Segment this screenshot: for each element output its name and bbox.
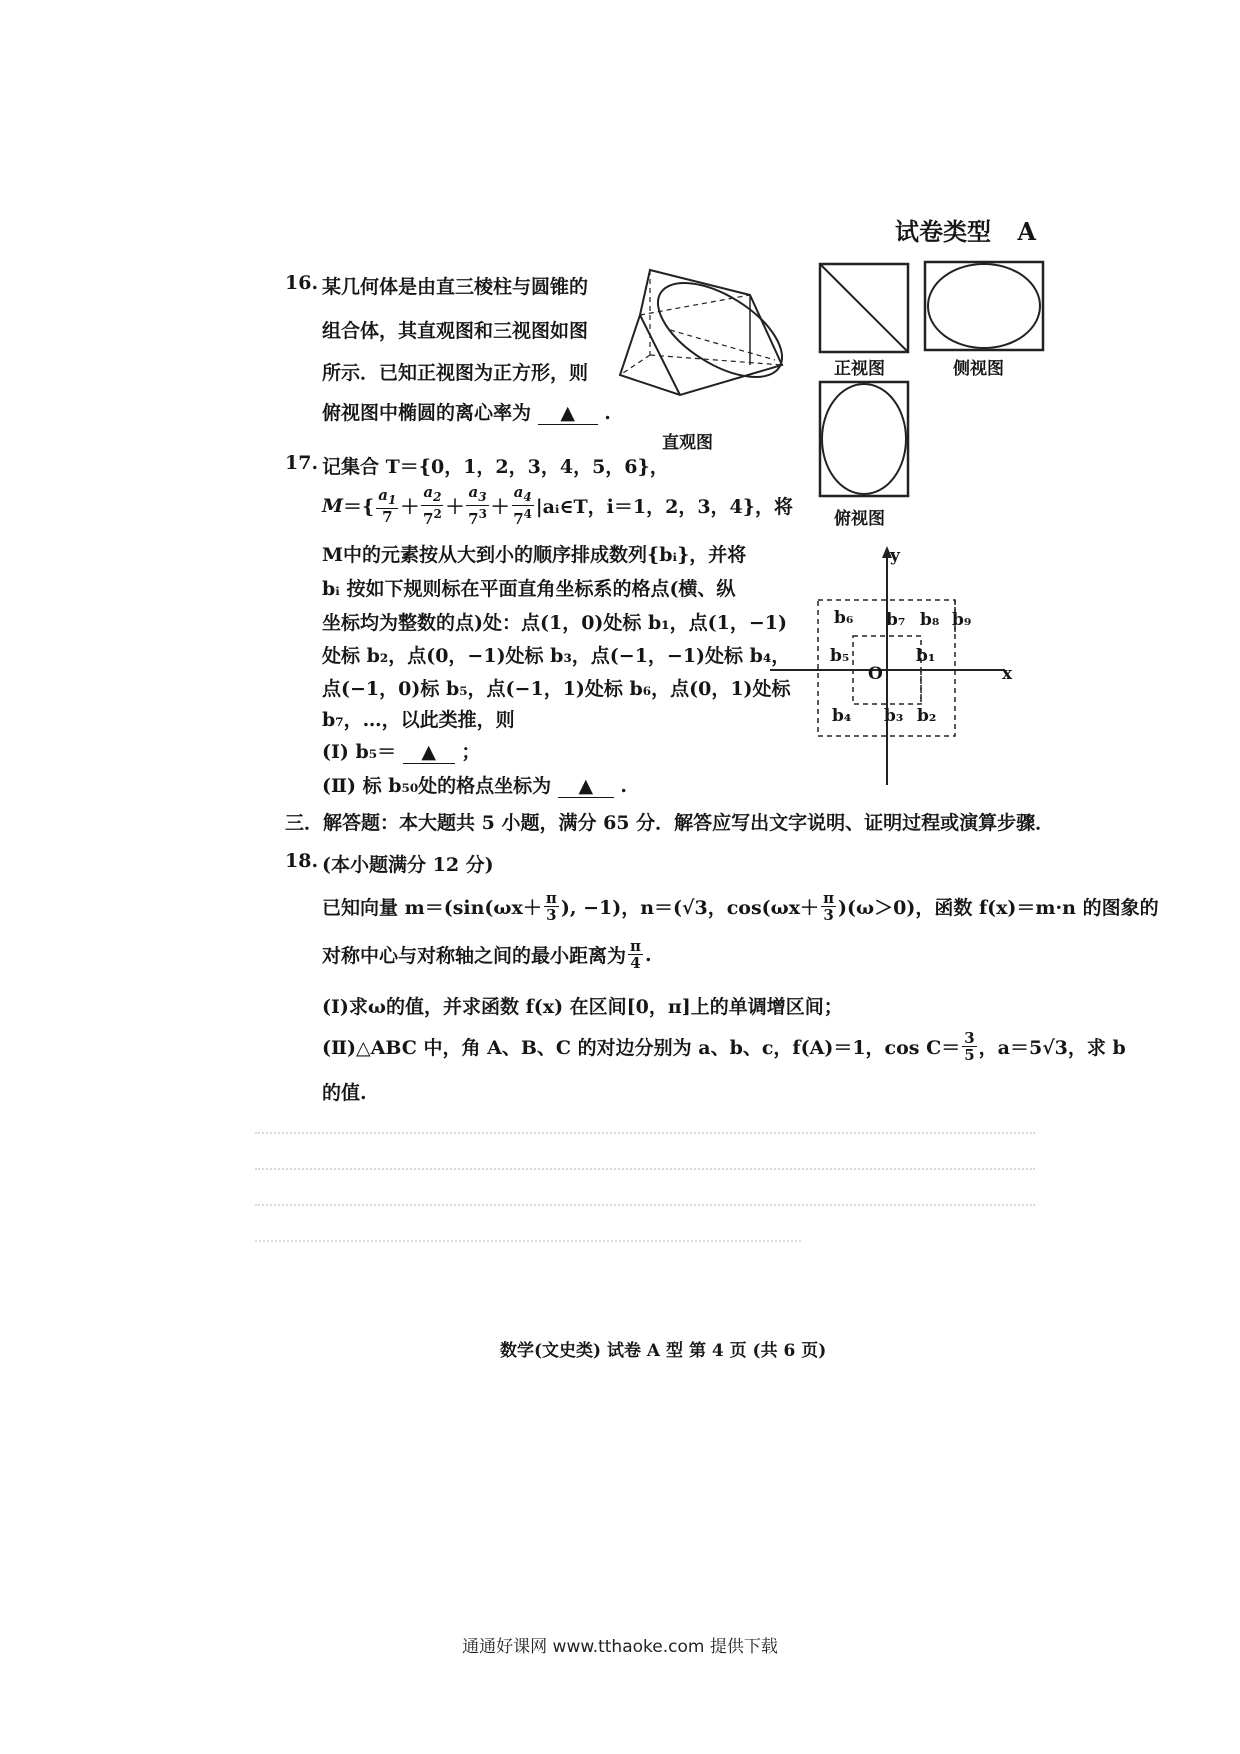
q18-stem-a: 已知向量 m＝(sin(ωx＋ (322, 897, 542, 919)
q17-b5-label: b₅ (830, 646, 850, 666)
q16-top-view-figure (818, 380, 910, 498)
q18-part-2 (322, 1030, 1126, 1063)
q17-x-label: x (1002, 664, 1013, 684)
q17-b3-label: b₃ (884, 706, 904, 726)
paper-type-value: A (1017, 217, 1036, 246)
q17-part-2 (322, 771, 627, 798)
q17-part-2-end: . (620, 775, 628, 797)
q17-part-2-text: (Ⅱ) 标 b₅₀处的格点坐标为 (322, 775, 552, 797)
q17-b6-label: b₆ (834, 608, 854, 628)
q18-part-2-b: ，a＝5√3，求 b (978, 1037, 1126, 1059)
q16-front-view-label: 正视图 (834, 359, 885, 379)
q17-set-suffix: ，将 (754, 496, 793, 518)
q16-end: . (604, 402, 611, 424)
q17-b4-label: b₄ (832, 706, 852, 726)
q17-part-1-text: (Ⅰ) b₅＝ (322, 741, 397, 763)
q17-line-7: 点(−1，0)标 b₅，点(−1，1)处标 b₆，点(0，1)处标 (322, 678, 791, 700)
q17-b7-label: b₇ (886, 610, 906, 630)
q18-line2-end: . (645, 943, 652, 966)
q17-line-6: 处标 b₂，点(0，−1)处标 b₃，点(−1，−1)处标 b₄， (322, 645, 791, 667)
q17-line-8: b₇，…，以此类推，则 (322, 709, 515, 731)
page-footer: 数学(文史类) 试卷 A 型 第 4 页 (共 6 页) (500, 1341, 827, 1361)
q18-three-1: 3 (546, 906, 557, 924)
q16-number: 16. (285, 272, 319, 294)
q17-set-m: M ＝{ $\frac{a_1}{7}$ ＋ $\frac{a_2}{7^2}$ ＋ $\frac{a_3}{7^3}$ ＋ $\frac{a_4}{7^4}$ |aᵢ∈T，i＝1，2，3，4} ，将 (322, 483, 793, 528)
q18-number: 18. (285, 850, 319, 872)
q16-direct-view-figure (600, 260, 790, 420)
q17-lattice-figure (760, 540, 1020, 790)
paper-type-label: 试卷类型 (895, 217, 991, 246)
q16-line-1: 某几何体是由直三棱柱与圆锥的 (322, 276, 589, 298)
q18-pi-1: π (545, 889, 557, 907)
q16-side-view-label: 侧视图 (953, 359, 1004, 379)
q18-stem-line-1 (322, 890, 1159, 923)
bleed-through-texture (255, 1110, 1035, 1260)
q18-part-1: (Ⅰ)求ω的值，并求函数 f(x) 在区间[0，π]上的单调增区间； (322, 996, 843, 1018)
q17-line-1: 记集合 T＝{0，1，2，3，4，5，6}， (322, 456, 669, 478)
q17-line-4: bᵢ 按如下规则标在平面直角坐标系的格点(横、纵 (322, 578, 736, 600)
q17-part-1 (322, 737, 480, 764)
q16-side-view-figure (923, 260, 1045, 352)
q16-answer-blank: ▲ (538, 402, 598, 425)
q18-frac-den: 5 (964, 1046, 975, 1064)
q17-part-1-end: ； (461, 741, 481, 763)
q18-stem-c: )(ω＞0)，函数 f(x)＝m·n 的图象的 (838, 897, 1159, 919)
download-watermark: 通通好课网 www.tthaoke.com 提供下载 (462, 1637, 778, 1657)
q18-frac-num: 3 (964, 1029, 975, 1047)
q18-stem-line-2 (322, 938, 652, 971)
q18-stem-b: ), −1)，n＝(√3，cos(ωx＋ (560, 897, 820, 919)
q16-line-2: 组合体，其直观图和三视图如图 (322, 320, 589, 342)
q17-line-3: M中的元素按从大到小的顺序排成数列{bᵢ}，并将 (322, 544, 747, 566)
q18-part-2-a: (Ⅱ)△ABC 中，角 A、B、C 的对边分别为 a、b、c，f(A)＝1，cos C＝ (322, 1037, 961, 1059)
q17-line-5: 坐标均为整数的点)处：点(1，0)处标 b₁，点(1，−1) (322, 612, 787, 634)
q17-b9-label: b₉ (952, 610, 972, 630)
q16-line-4 (322, 398, 611, 425)
q18-four: 4 (630, 954, 641, 972)
q17-part-1-blank: ▲ (403, 741, 455, 764)
q17-b2-label: b₂ (917, 706, 937, 726)
q17-y-label: y (890, 546, 900, 566)
q16-line-3: 所示．已知正视图为正方形，则 (322, 362, 589, 384)
q16-front-view-figure (818, 262, 910, 354)
q18-score: (本小题满分 12 分) (322, 854, 494, 876)
q18-line2-text: 对称中心与对称轴之间的最小距离为 (322, 945, 627, 967)
q17-origin-label: O (868, 664, 883, 684)
q17-number: 17. (285, 452, 319, 474)
section-3-heading: 三．解答题：本大题共 5 小题，满分 65 分．解答应写出文字说明、证明过程或演算步骤． (285, 812, 1055, 834)
q18-pi-2: π (823, 889, 835, 907)
q18-three-2: 3 (823, 906, 834, 924)
q18-pi-3: π (630, 937, 641, 955)
q17-set-condition: |aᵢ∈T，i＝1，2，3，4} (535, 496, 755, 518)
q17-part-2-blank: ▲ (558, 775, 614, 798)
q17-b1-label: b₁ (916, 646, 936, 666)
q17-b8-label: b₈ (920, 610, 940, 630)
q16-top-view-label: 俯视图 (834, 509, 885, 529)
q16-direct-view-label: 直观图 (662, 433, 713, 453)
paper-type (895, 212, 1036, 247)
q16-line-4-text: 俯视图中椭圆的离心率为 (322, 402, 532, 424)
q18-part-2-end: 的值. (322, 1082, 367, 1104)
